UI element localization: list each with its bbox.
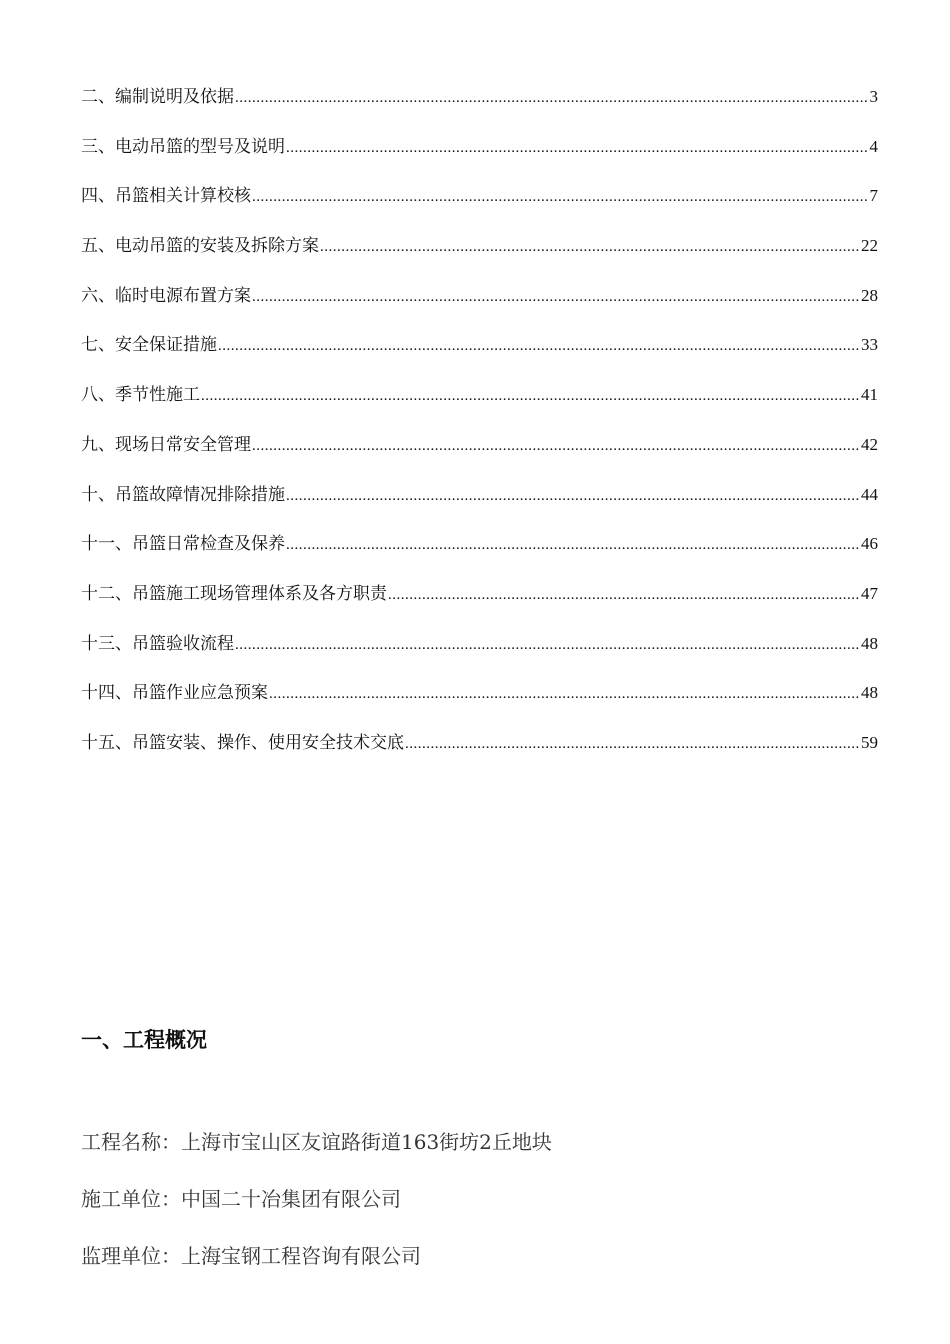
toc-entry-page: 44 [861, 484, 878, 504]
toc-entry[interactable] [81, 132, 878, 182]
toc-leader-dots [286, 537, 860, 554]
project-name-line: 工程名称：上海市宝山区友谊路街道163街坊2丘地块 [81, 1130, 552, 1154]
toc-entry-title: 八、季节性施工 [81, 385, 200, 406]
toc-leader-dots [388, 587, 860, 604]
toc-leader-dots [235, 637, 860, 654]
section-heading: 一、工程概况 [81, 1028, 207, 1052]
toc-entry-title: 十、吊篮故障情况排除措施 [81, 484, 285, 505]
toc-entry-title: 九、现场日常安全管理 [81, 434, 251, 455]
supervisor-line: 监理单位：上海宝钢工程咨询有限公司 [81, 1244, 421, 1268]
toc-entry[interactable] [81, 231, 878, 281]
toc-leader-dots [269, 686, 860, 703]
toc-entry[interactable] [81, 629, 878, 679]
toc-entry-title: 七、安全保证措施 [81, 335, 217, 356]
toc-leader-dots [252, 189, 869, 206]
toc-entry-title: 六、临时电源布置方案 [81, 285, 251, 306]
toc-entry-title: 二、编制说明及依据 [81, 87, 234, 107]
toc-entry[interactable] [81, 678, 878, 728]
toc-entry-page: 48 [861, 633, 878, 653]
toc-entry[interactable] [81, 728, 878, 778]
project-info [81, 1126, 552, 1297]
toc-leader-dots [201, 388, 860, 405]
toc-entry-title: 十三、吊篮验收流程 [81, 633, 234, 654]
toc-entry-page: 47 [861, 583, 878, 603]
toc-entry[interactable] [81, 579, 878, 629]
toc-entry-page: 42 [861, 434, 878, 454]
toc-entry-title: 五、电动吊篮的安装及拆除方案 [81, 236, 319, 257]
toc-entry-page: 7 [869, 186, 878, 206]
toc-entry-title: 四、吊篮相关计算校核 [81, 186, 251, 207]
table-of-contents [81, 82, 878, 778]
toc-entry[interactable] [81, 82, 878, 132]
toc-entry-page: 33 [861, 335, 878, 355]
toc-entry-page: 4 [869, 136, 878, 156]
toc-entry-page: 59 [861, 732, 878, 752]
contractor-line: 施工单位：中国二十冶集团有限公司 [81, 1187, 401, 1211]
toc-entry[interactable] [81, 281, 878, 331]
toc-leader-dots [252, 438, 860, 455]
toc-leader-dots [218, 338, 860, 355]
toc-leader-dots [320, 239, 860, 256]
toc-entry[interactable] [81, 181, 878, 231]
toc-entry-page: 22 [861, 236, 878, 256]
toc-entry[interactable] [81, 430, 878, 480]
toc-entry[interactable] [81, 529, 878, 579]
toc-entry-title: 三、电动吊篮的型号及说明 [81, 136, 285, 157]
toc-entry[interactable] [81, 480, 878, 530]
toc-leader-dots [235, 90, 869, 107]
toc-entry-title: 十二、吊篮施工现场管理体系及各方职责 [81, 583, 387, 604]
toc-entry-page: 41 [861, 385, 878, 405]
toc-entry[interactable] [81, 380, 878, 430]
toc-leader-dots [286, 140, 869, 157]
toc-entry-page: 48 [861, 683, 878, 703]
toc-entry-page: 3 [869, 87, 878, 106]
toc-entry-page: 46 [861, 534, 878, 554]
toc-entry-title: 十四、吊篮作业应急预案 [81, 683, 268, 704]
toc-entry-title: 十五、吊篮安装、操作、使用安全技术交底 [81, 732, 404, 753]
toc-leader-dots [286, 488, 860, 505]
toc-entry[interactable] [81, 330, 878, 380]
toc-entry-page: 28 [861, 285, 878, 305]
toc-leader-dots [405, 736, 860, 753]
toc-entry-title: 十一、吊篮日常检查及保养 [81, 534, 285, 555]
toc-leader-dots [252, 289, 860, 306]
